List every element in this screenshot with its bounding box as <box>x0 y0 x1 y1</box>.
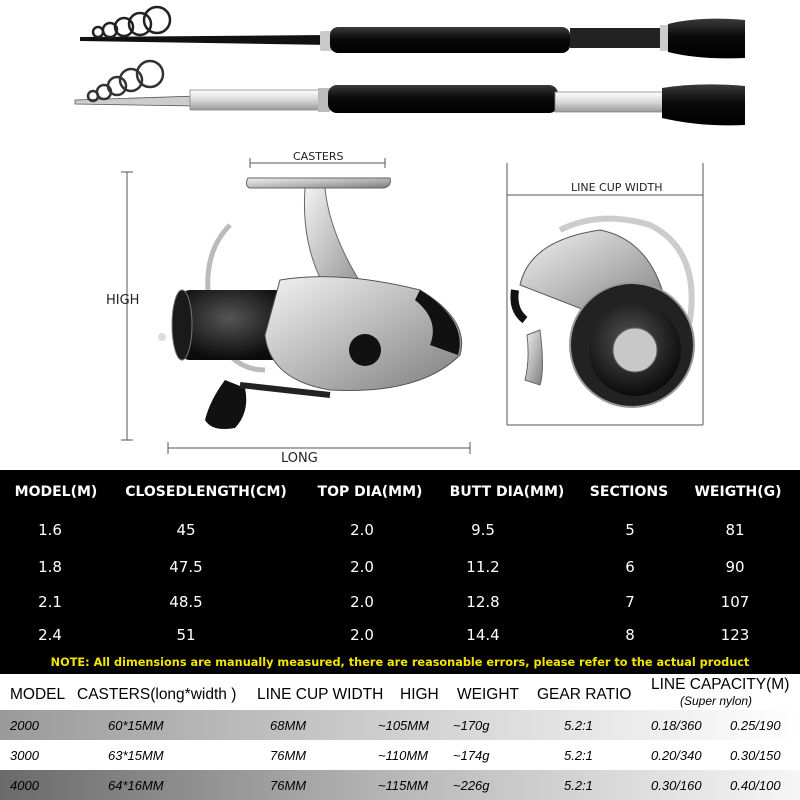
cell-model: 2.4 <box>38 626 62 644</box>
cell-capacity-2: 0.30/150 <box>730 748 781 763</box>
cell-line-cup-width: 76MM <box>270 748 307 763</box>
rod-spec-table <box>0 470 800 652</box>
cell-weight: 90 <box>725 558 745 576</box>
header-gear-ratio: GEAR RATIO <box>537 686 632 703</box>
header-model: MODEL(M) <box>14 484 98 500</box>
table-row <box>0 549 800 585</box>
cell-casters: 63*15MM <box>108 748 164 763</box>
cell-gear-ratio: 5.2:1 <box>564 748 593 763</box>
cell-top-dia: 2.0 <box>350 558 374 576</box>
white-rod <box>75 61 745 125</box>
header-sections: SECTIONS <box>589 484 669 500</box>
cell-weight: ~174g <box>453 748 490 763</box>
cell-model: 2.1 <box>38 593 62 611</box>
header-line-capacity-sub: (Super nylon) <box>680 694 753 708</box>
cell-butt-dia: 9.5 <box>471 521 495 539</box>
spinning-reel-side <box>158 178 462 429</box>
cell-sections: 8 <box>625 626 635 644</box>
cell-model: 2000 <box>10 718 39 733</box>
cell-high: ~115MM <box>378 778 428 793</box>
cell-model: 4000 <box>10 778 39 793</box>
casters-label: CASTERS <box>293 150 344 163</box>
header-line-capacity: LINE CAPACITY(M) <box>651 676 790 693</box>
line-cup-width-label: LINE CUP WIDTH <box>571 181 663 194</box>
header-weight: WEIGHT <box>457 686 519 703</box>
cell-high: ~110MM <box>378 748 428 763</box>
table-row <box>0 584 800 620</box>
cell-line-cup-width: 76MM <box>270 778 307 793</box>
cell-gear-ratio: 5.2:1 <box>564 778 593 793</box>
cell-casters: 64*16MM <box>108 778 164 793</box>
cell-sections: 6 <box>625 558 635 576</box>
cell-closed-length: 51 <box>176 626 196 644</box>
cell-weight: 81 <box>725 521 745 539</box>
header-model: MODEL <box>10 686 66 703</box>
header-line-cup-width: LINE CUP WIDTH <box>257 686 384 703</box>
cell-casters: 60*15MM <box>108 718 164 733</box>
spinning-reel-front <box>514 219 694 407</box>
cell-butt-dia: 12.8 <box>466 593 500 611</box>
rod-table-header-row <box>0 474 800 510</box>
black-rod <box>80 7 745 58</box>
table-row <box>0 710 800 740</box>
table-row <box>0 512 800 548</box>
cell-model: 1.8 <box>38 558 62 576</box>
cell-top-dia: 2.0 <box>350 626 374 644</box>
cell-butt-dia: 14.4 <box>466 626 500 644</box>
cell-capacity-2: 0.40/100 <box>730 778 781 793</box>
cell-closed-length: 47.5 <box>169 558 203 576</box>
cell-sections: 5 <box>625 521 635 539</box>
header-closed-length: CLOSEDLENGTH(CM) <box>125 484 287 500</box>
header-butt-dia: BUTT DIA(MM) <box>449 484 565 500</box>
header-casters: CASTERS(long*width ) <box>77 686 237 703</box>
cell-capacity-1: 0.20/340 <box>651 748 702 763</box>
cell-weight: ~170g <box>453 718 490 733</box>
cell-capacity-1: 0.18/360 <box>651 718 702 733</box>
cell-sections: 7 <box>625 593 635 611</box>
cell-capacity-1: 0.30/160 <box>651 778 702 793</box>
cell-closed-length: 45 <box>176 521 196 539</box>
cell-gear-ratio: 5.2:1 <box>564 718 593 733</box>
cell-model: 1.6 <box>38 521 62 539</box>
cell-weight: 123 <box>720 626 750 644</box>
table-row <box>0 617 800 653</box>
cell-line-cup-width: 68MM <box>270 718 307 733</box>
cell-top-dia: 2.0 <box>350 593 374 611</box>
measurement-note: NOTE: All dimensions are manually measured, there are reasonable errors, please refer to the actual product <box>0 652 800 674</box>
cell-closed-length: 48.5 <box>169 593 203 611</box>
cell-capacity-2: 0.25/190 <box>730 718 781 733</box>
cell-butt-dia: 11.2 <box>466 558 500 576</box>
header-weight: WEIGTH(G) <box>694 484 782 500</box>
cell-high: ~105MM <box>378 718 429 733</box>
cell-model: 3000 <box>10 748 39 763</box>
header-top-dia: TOP DIA(MM) <box>317 484 423 500</box>
header-high: HIGH <box>400 686 439 703</box>
cell-top-dia: 2.0 <box>350 521 374 539</box>
cell-weight: ~226g <box>453 778 490 793</box>
high-label: HIGH <box>106 293 140 308</box>
long-label: LONG <box>281 451 318 466</box>
table-row <box>0 770 800 800</box>
table-row <box>0 740 800 770</box>
cell-weight: 107 <box>720 593 750 611</box>
reel-spec-table <box>0 674 800 800</box>
